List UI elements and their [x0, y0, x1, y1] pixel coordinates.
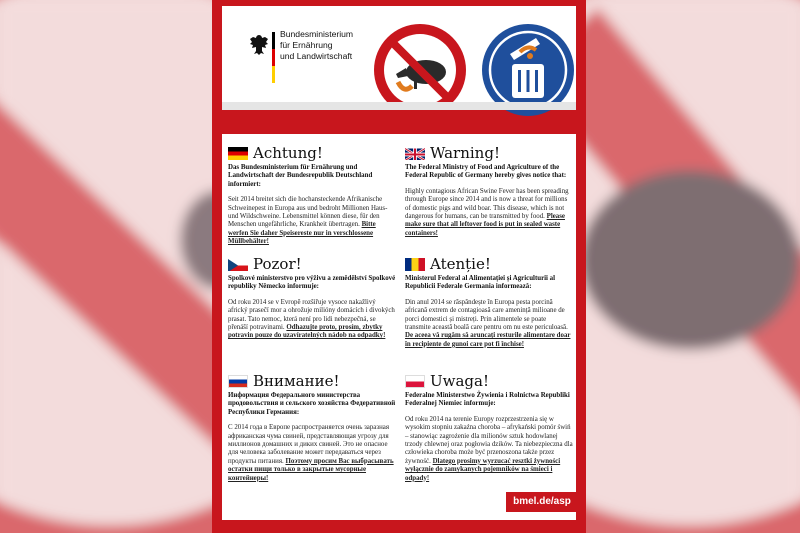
- section-romanian: [405, 255, 573, 349]
- section-warning: Dlatego prosimy wyrzucać resztki żywności wyłącznie do zamykanych pojemników na śmieci i odpady!: [405, 457, 561, 482]
- poster-header: [222, 6, 576, 102]
- header-divider: [222, 102, 576, 110]
- footer-url[interactable]: bmel.de/asp: [506, 492, 578, 512]
- flag-poland: [405, 375, 425, 388]
- section-warning: Please make sure that all leftover food is put in sealed waste containers!: [405, 213, 565, 237]
- section-intro: Информация Федерального министерства продовольствия и сельского хозяйства Федеративной Республики Германия:: [228, 392, 396, 416]
- section-text: Highly contagious African Swine Fever has been spreading through Europe since 2014 and is now a threat for millions of domestic pigs and wild boar. This disease, which is not dangerous for humans, can be transmitted by food.: [405, 187, 569, 221]
- section-text: С 2014 года в Европе распространяется очень заразная африканская чума свиней, представляющая угрозу для миллионов домашних и диких свиней. Это не опасное для человека заболевание может передаваться через продукты питания.: [228, 424, 390, 465]
- section-intro: Das Bundesministerium für Ernährung und Landwirtschaft der Bundesrepublik Deutschland informiert:: [228, 164, 373, 188]
- section-czech: [228, 255, 396, 341]
- flag-russia: [228, 375, 248, 388]
- section-intro: Federalne Ministerstwo Żywienia i Rolnictwa Republiki Federalnej Niemiec informuje:: [405, 392, 570, 408]
- section-title: Uwaga!: [430, 372, 489, 390]
- section-warning: Odhazujte proto, prosím, zbytky potravin pouze do uzavíratelných nádob na odpadky!: [228, 324, 386, 340]
- section-intro: Ministerul Federal al Alimentației și Agriculturii al Republicii Federale Germania informează:: [405, 275, 556, 291]
- ministry-line-2: für Ernährung: [280, 39, 333, 50]
- section-text: Od roku 2014 na terenie Europy rozprzestrzenia się w wysokim stopniu zakaźna choroba – afrykański pomór świń – stanowiąc zagrożenie dla milionów sztuk hodowlanej trzody chlewnej oraz pogłowia dzików. Ta niebezpieczna dla człowieka choroba może być przenoszona także przez żywność.: [405, 415, 573, 465]
- section-english: [405, 144, 573, 238]
- section-german: [228, 144, 396, 247]
- section-text: Din anul 2014 se răspândește în Europa pesta porcină africană extrem de contagioasă care amenință milioane de porci domestici și mistreți. Prin alimentele se poate transmite această boală care pentru om nu este periculoasă.: [405, 298, 568, 332]
- flag-uk: [405, 147, 425, 160]
- section-intro: The Federal Ministry of Food and Agriculture of the Federal Republic of Germany hereby gives notice that:: [405, 164, 567, 180]
- flag-czech: [228, 258, 248, 271]
- ministry-line-3: und Landwirtschaft: [280, 50, 353, 61]
- section-intro: Spolkové ministerstvo pro výživu a zemědělství Spolkové republiky Německo informuje:: [228, 275, 396, 291]
- section-text: Seit 2014 breitet sich die hochansteckende Afrikanische Schweinepest in Europa aus und bedroht Millionen Haus- und Wildschweine. Lebensmittel können diese, für den Menschen ungefährliche, Krankheit übertragen.: [228, 196, 388, 229]
- flag-germany: [228, 147, 248, 160]
- section-title: Внимание!: [253, 372, 340, 390]
- section-title: Pozor!: [253, 255, 302, 273]
- section-russian: [228, 372, 396, 483]
- eagle-icon: [249, 34, 269, 56]
- german-flag-bar: [272, 32, 275, 83]
- section-text: Od roku 2014 se v Evropě rozšiřuje vysoce nakažlivý africký prasečí mor a ohrožuje milióny domácích i divokých prasat. Tato nemoc, která není pro lidi nebezpečná, se přenáší potravinami.: [228, 298, 395, 332]
- ministry-line-1: Bundesministerium: [280, 29, 354, 39]
- section-title: Achtung!: [253, 144, 323, 162]
- flag-romania: [405, 258, 425, 271]
- ministry-name: [280, 29, 353, 61]
- section-warning: Bitte werfen Sie daher Speisereste nur in verschlossene Müllbehälter!: [228, 221, 376, 246]
- section-title: Atenție!: [430, 255, 491, 273]
- section-title: Warning!: [430, 144, 500, 162]
- section-warning: De aceea vă rugăm să aruncați resturile alimentare doar în recipiente de gunoi care pot fi închise!: [405, 332, 571, 348]
- section-polish: [405, 372, 573, 483]
- section-warning: Поэтому просим Вас выбрасывать остатки пищи только в закрытые мусорные контейнеры!: [228, 457, 394, 482]
